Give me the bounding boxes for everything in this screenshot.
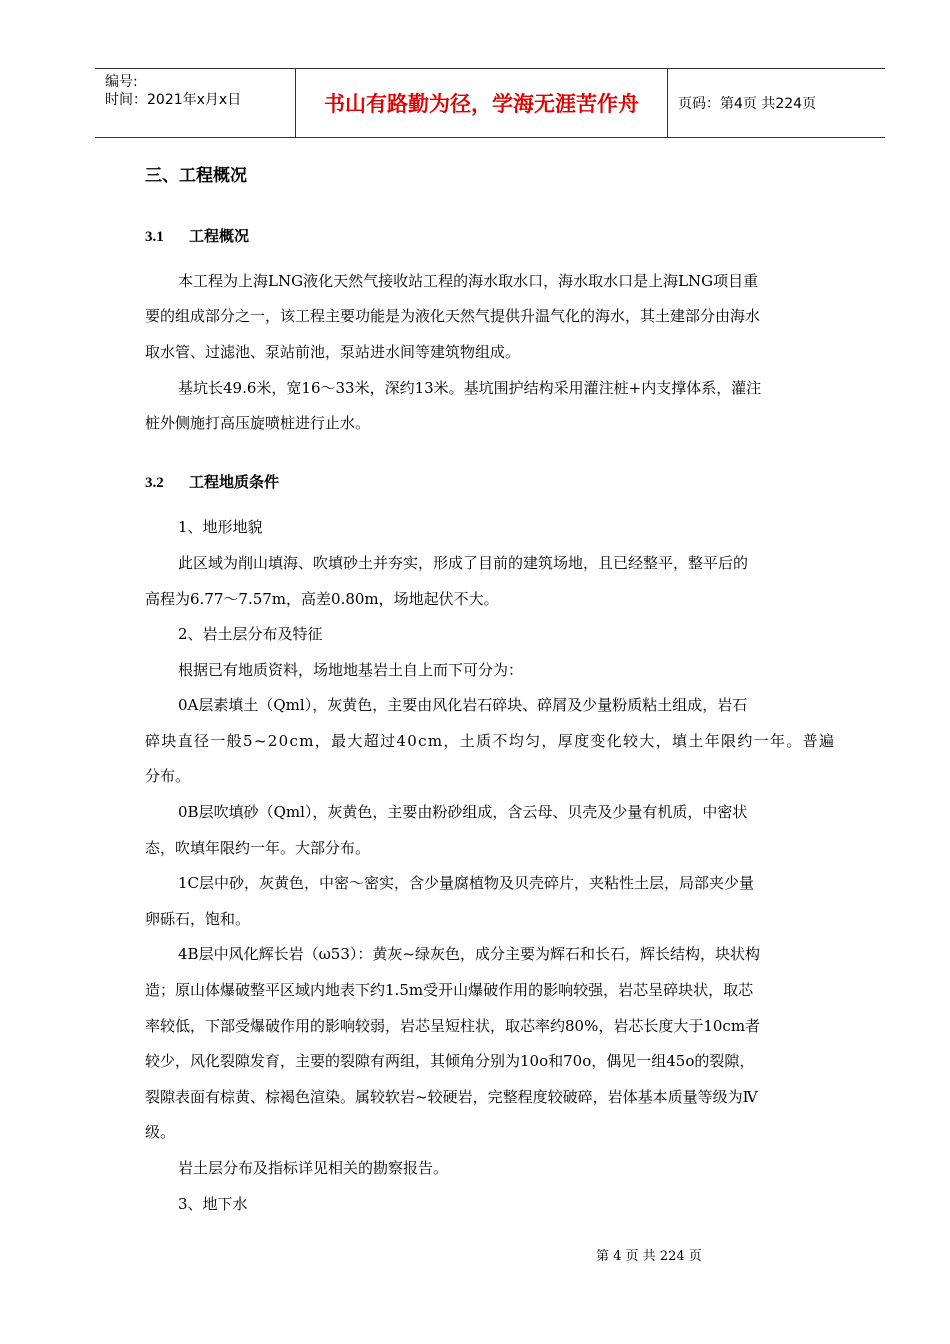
body-line: 要的组成部分之一，该工程主要功能是为液化天然气提供升温气化的海水，其土建部分由海水	[145, 307, 761, 325]
header-page-label: 页码：第4页 共224页	[678, 96, 817, 112]
body-line: 岩土层分布及指标详见相关的勘察报告。	[178, 1159, 449, 1177]
header-meta	[95, 69, 296, 137]
body-line: 4B层中风化辉长岩（ω53）：黄灰~绿灰色，成分主要为辉石和长石，辉长结构，块状构	[178, 945, 760, 963]
heading-3-1-number: 3.1	[145, 229, 164, 245]
heading-3-1-title: 工程概况	[189, 227, 250, 245]
body-line: 此区域为削山填海、吹填砂土并夯实，形成了目前的建筑场地，且已经整平，整平后的	[178, 554, 749, 572]
body-line: 0B层吹填砂（Qml），灰黄色，主要由粉砂组成，含云母、贝壳及少量有机质，中密状	[178, 803, 748, 821]
body-line: 3、地下水	[178, 1195, 248, 1213]
body-line: 1C层中砂，灰黄色，中密～密实，含少量腐植物及贝壳碎片，夹粘性土层，局部夹少量	[178, 874, 755, 892]
heading-3-2-title: 工程地质条件	[189, 473, 280, 491]
heading-3-1	[145, 225, 249, 246]
body-line: 率较低，下部受爆破作用的影响较弱，岩芯呈短柱状，取芯率约80%，岩芯长度大于10cm者	[145, 1017, 761, 1035]
page-header	[95, 68, 885, 138]
heading-3-2	[145, 471, 279, 492]
body-line: 级。	[145, 1123, 176, 1141]
body-line: 0A层素填土（Qml），灰黄色，主要由风化岩石碎块、碎屑及少量粉质粘土组成，岩石	[178, 696, 748, 714]
body-line: 碎块直径一般5~20cm，最大超过40cm，土质不均匀，厚度变化较大，填土年限约一年。普遍	[145, 732, 836, 750]
body-line: 2、岩土层分布及特征	[178, 625, 323, 643]
body-line: 本工程为上海LNG液化天然气接收站工程的海水取水口，海水取水口是上海LNG项目重	[178, 272, 759, 290]
time-label: 时间：2021年x月x日	[105, 92, 242, 108]
body-line: 态，吹填年限约一年。大部分布。	[145, 839, 371, 857]
body-line: 取水管、过滤池、泵站前池，泵站进水间等建筑物组成。	[145, 343, 521, 361]
number-label: 编号:	[105, 74, 138, 90]
header-motto: 书山有路勤为径，学海无涯苦作舟	[296, 69, 668, 137]
page-footer: 第 4 页 共 224 页	[596, 1249, 702, 1264]
section-title: 三、工程概况	[145, 166, 247, 186]
body-line: 1、地形地貌	[178, 518, 263, 536]
body-line: 分布。	[145, 767, 191, 785]
body-line: 桩外侧施打高压旋喷桩进行止水。	[145, 414, 371, 432]
heading-3-2-number: 3.2	[145, 475, 164, 491]
body-line: 根据已有地质资料，场地地基岩土自上而下可分为：	[178, 661, 524, 679]
body-line: 较少，风化裂隙发育，主要的裂隙有两组，其倾角分别为10o和70o，偶见一组45o的裂隙，	[145, 1052, 755, 1070]
body-line: 高程为6.77～7.57m，高差0.80m，场地起伏不大。	[145, 590, 499, 608]
body-line: 造；原山体爆破整平区域内地表下约1.5m受开山爆破作用的影响较强，岩芯呈碎块状，取芯	[145, 981, 754, 999]
body-line: 基坑长49.6米，宽16～33米，深约13米。基坑围护结构采用灌注桩+内支撑体系，灌注	[178, 379, 762, 397]
body-line: 卵砾石，饱和。	[145, 910, 251, 928]
body-line: 裂隙表面有棕黄、棕褐色渲染。属较软岩~较硬岩，完整程度较破碎，岩体基本质量等级为Ⅳ	[145, 1088, 758, 1106]
